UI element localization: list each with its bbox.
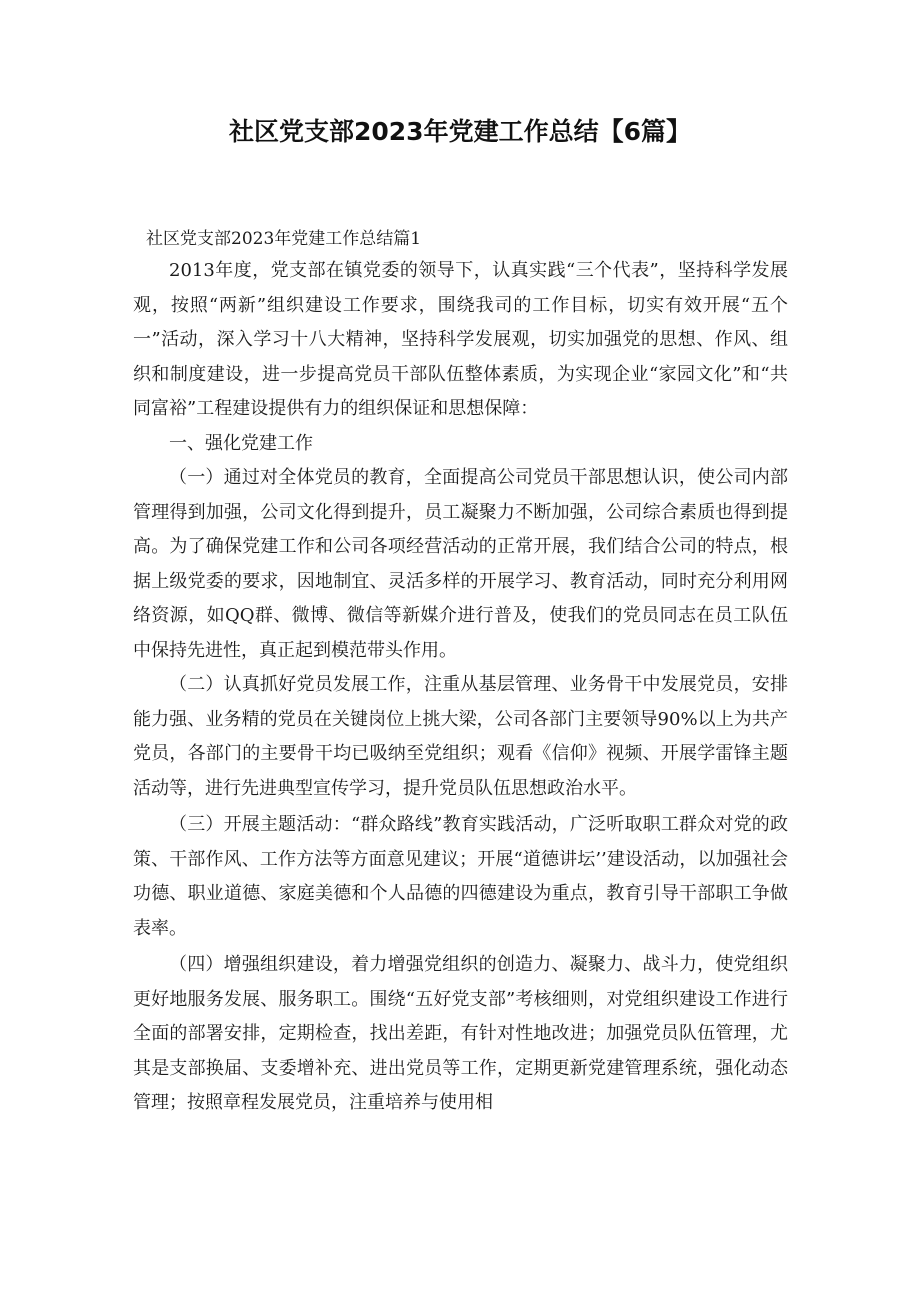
- paragraph-item-3: （三）开展主题活动：“群众路线”教育实践活动，广泛听取职工群众对党的政策、干部作风、工作方法等方面意见建议；开展“道德讲坛’’建设活动，以加强社会功德、职业道德、家庭美德和个人品德的四德建设为重点，教育引导干部职工争做表率。: [133, 814, 788, 939]
- paragraph-item-1: （一）通过对全体党员的教育，全面提高公司党员干部思想认识，使公司内部管理得到加强，公司文化得到提升，员工凝聚力不断加强，公司综合素质也得到提高。为了确保党建工作和公司各项经营活动的正常开展，我们结合公司的特点，根据上级党委的要求，因地制宜、灵活多样的开展学习、教育活动，同时充分利用网络资源，如QQ群、微博、微信等新媒介进行普及，使我们的党员同志在员工队伍中保持先进性，真正起到模范带头作用。: [133, 467, 788, 661]
- paragraph-item-4: （四）增强组织建设，着力增强党组织的创造力、凝聚力、战斗力，使党组织更好地服务发展、服务职工。围绕“五好党支部”考核细则，对党组织建设工作进行全面的部署安排，定期检查，找出差距，有针对性地改进；加强党员队伍管理，尤其是支部换届、支委增补充、进出党员等工作，定期更新党建管理系统，强化动态管理；按照章程发展党员，注重培养与使用相: [133, 954, 788, 1113]
- subsection-heading: 一、强化党建工作: [169, 432, 313, 454]
- intro-paragraph: 2013年度，党支部在镇党委的领导下，认真实践“三个代表”，坚持科学发展观，按照“两新”组织建设工作要求，围绕我司的工作目标，切实有效开展“五个一”活动，深入学习十八大精神，坚持科学发展观，切实加强党的思想、作风、组织和制度建设，进一步提高党员干部队伍整体素质，为实现企业“家园文化”和“共同富裕”工程建设提供有力的组织保证和思想保障：: [133, 260, 788, 419]
- document-body: [133, 254, 788, 1121]
- document-title: 社区党支部2023年党建工作总结【6篇】: [229, 117, 691, 146]
- section-heading: 社区党支部2023年党建工作总结篇1: [146, 229, 422, 249]
- paragraph-item-2: （二）认真抓好党员发展工作，注重从基层管理、业务骨干中发展党员，安排能力强、业务精的党员在关键岗位上挑大梁，公司各部门主要领导90%以上为共产党员，各部门的主要骨干均已吸纳至党组织；观看《信仰》视频、开展学雷锋主题活动等，进行先进典型宣传学习，提升党员队伍思想政治水平。: [133, 674, 788, 799]
